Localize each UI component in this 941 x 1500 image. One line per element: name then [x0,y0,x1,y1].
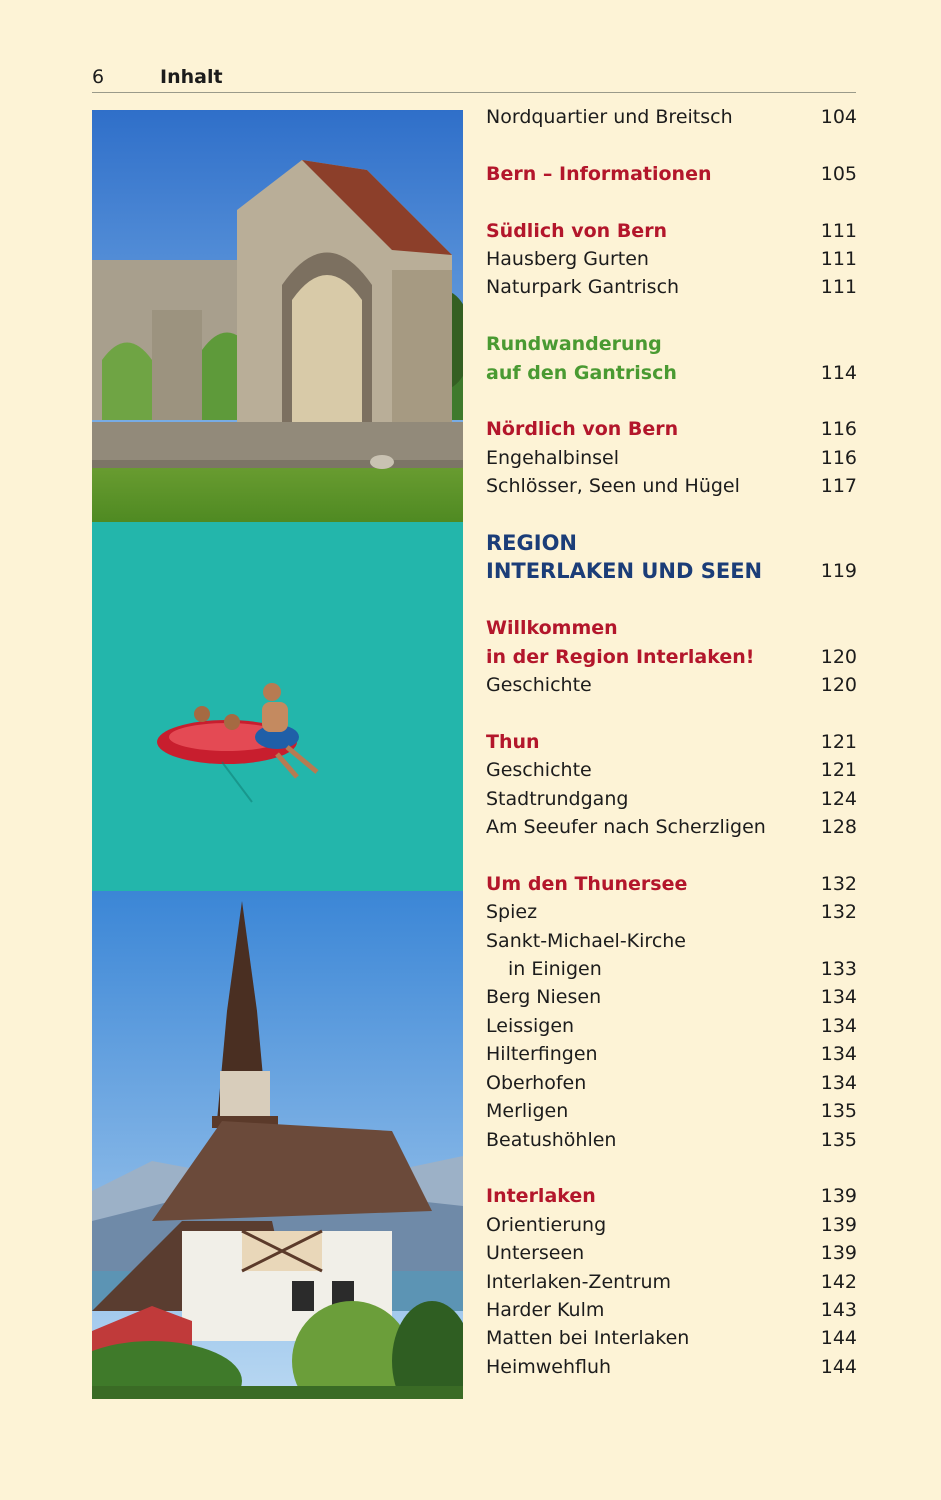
toc-entry [486,273,857,301]
toc-spacer [486,501,857,529]
toc-entry-title: Bern – Informationen [486,162,712,185]
table-of-contents [486,103,857,1381]
toc-entry [486,643,857,671]
toc-entry [486,444,857,472]
toc-entry-title: Stadtrundgang [486,787,629,810]
toc-entry-page: 139 [820,1213,857,1236]
toc-entry-page: 134 [820,1043,857,1066]
toc-spacer [486,387,857,415]
toc-entry-page: 111 [820,276,857,299]
toc-entry [486,1324,857,1352]
toc-entry-title: REGION [486,531,577,556]
toc-entry-page: 132 [820,901,857,924]
toc-entry-page: 120 [820,674,857,697]
toc-spacer [486,188,857,216]
toc-entry-page: 135 [820,1100,857,1123]
toc-entry-title: Schlösser, Seen und Hügel [486,475,740,498]
monastery-ruins-photo [92,110,463,522]
toc-entry-title: Rundwanderung [486,333,662,356]
toc-entry-title: Thun [486,730,540,753]
toc-spacer [486,131,857,159]
toc-entry-page: 134 [820,986,857,1009]
toc-entry-title: Naturpark Gantrisch [486,276,680,299]
toc-entry [486,415,857,443]
toc-entry-page: 144 [820,1355,857,1378]
page-header [92,64,856,93]
toc-spacer [486,841,857,869]
toc-entry-page: 142 [820,1270,857,1293]
toc-entry [486,671,857,699]
toc-entry-title: auf den Gantrisch [486,361,677,384]
toc-entry-page: 120 [820,645,857,668]
toc-entry [486,103,857,131]
toc-entry [486,756,857,784]
toc-entry-page: 134 [820,1014,857,1037]
toc-entry-title: Interlaken [486,1185,596,1208]
toc-entry-title: Interlaken-Zentrum [486,1270,671,1293]
toc-entry-title: Willkommen [486,617,618,640]
toc-entry-page: 119 [820,560,857,583]
toc-entry-page: 124 [820,787,857,810]
toc-entry [486,330,857,358]
toc-entry [486,557,857,585]
toc-entry-page: 117 [820,475,857,498]
toc-entry [486,1040,857,1068]
toc-entry [486,898,857,926]
toc-entry-title: Berg Niesen [486,986,602,1009]
toc-entry-title: Hausberg Gurten [486,248,649,270]
toc-entry-page: 135 [820,1128,857,1151]
toc-entry-page: 139 [820,1242,857,1265]
toc-entry-page: 111 [820,248,857,270]
toc-entry-page: 128 [820,816,857,839]
toc-entry-title: Matten bei Interlaken [486,1327,690,1350]
toc-entry-page: 111 [820,219,857,242]
church-steeple-photo [92,891,463,1399]
toc-entry-title: Geschichte [486,759,592,782]
toc-entry-page: 105 [820,162,857,185]
toc-entry-page: 134 [820,1071,857,1094]
toc-entry-title: Heimwehfluh [486,1355,612,1378]
toc-entry [486,1012,857,1040]
toc-entry-title: Leissigen [486,1014,575,1037]
toc-entry [486,245,857,273]
toc-entry-page: 133 [820,958,857,981]
toc-entry [486,1182,857,1210]
toc-entry-page: 104 [820,106,857,128]
toc-entry [486,983,857,1011]
toc-entry [486,1069,857,1097]
toc-entry [486,529,857,557]
toc-entry-title: Engehalbinsel [486,446,620,469]
toc-entry-title: Oberhofen [486,1071,587,1094]
toc-entry-page: 143 [820,1298,857,1321]
toc-entry [486,927,857,955]
toc-entry-title: Südlich von Bern [486,219,668,242]
toc-entry [486,217,857,245]
toc-entry-title: Geschichte [486,674,592,697]
toc-entry-page: 132 [820,872,857,895]
toc-spacer [486,1154,857,1182]
toc-spacer [486,699,857,727]
toc-entry [486,1296,857,1324]
toc-entry [486,1239,857,1267]
toc-spacer [486,302,857,330]
toc-entry-title: in Einigen [508,958,602,981]
toc-entry-title: Spiez [486,901,538,924]
toc-entry [486,359,857,387]
toc-entry [486,160,857,188]
toc-entry-title: Merligen [486,1100,569,1123]
toc-entry [486,1126,857,1154]
page-title: Inhalt [160,66,223,88]
toc-entry [486,614,857,642]
toc-entry-title: Harder Kulm [486,1298,605,1321]
toc-entry [486,955,857,983]
toc-entry [486,1211,857,1239]
toc-entry-page: 116 [820,418,857,441]
toc-spacer [486,586,857,614]
toc-entry [486,1353,857,1381]
toc-entry [486,813,857,841]
toc-entry-page: 116 [820,446,857,469]
toc-entry-title: Hilterfingen [486,1043,598,1066]
page-number: 6 [92,66,105,88]
toc-entry-title: Beatushöhlen [486,1128,617,1151]
toc-entry-title: in der Region Interlaken! [486,645,755,668]
toc-entry-page: 144 [820,1327,857,1350]
toc-entry [486,472,857,500]
toc-entry-title: Unterseen [486,1242,585,1265]
toc-entry-title: INTERLAKEN UND SEEN [486,559,763,584]
toc-entry-page: 121 [820,730,857,753]
toc-entry [486,1268,857,1296]
toc-entry-title: Um den Thunersee [486,872,688,895]
toc-entry [486,1097,857,1125]
toc-entry [486,728,857,756]
toc-entry [486,870,857,898]
toc-entry-page: 114 [820,361,857,384]
toc-entry-title: Nördlich von Bern [486,418,679,441]
toc-entry-page: 121 [820,759,857,782]
toc-entry-page: 139 [820,1185,857,1208]
toc-entry-title: Sankt-Michael-Kirche [486,929,686,952]
toc-entry-title: Orientierung [486,1213,607,1236]
rubber-boat-lake-photo [92,522,463,891]
toc-entry-title: Nordquartier und Breitsch [486,106,733,128]
toc-entry-title: Am Seeufer nach Scherzligen [486,816,766,839]
toc-entry [486,785,857,813]
